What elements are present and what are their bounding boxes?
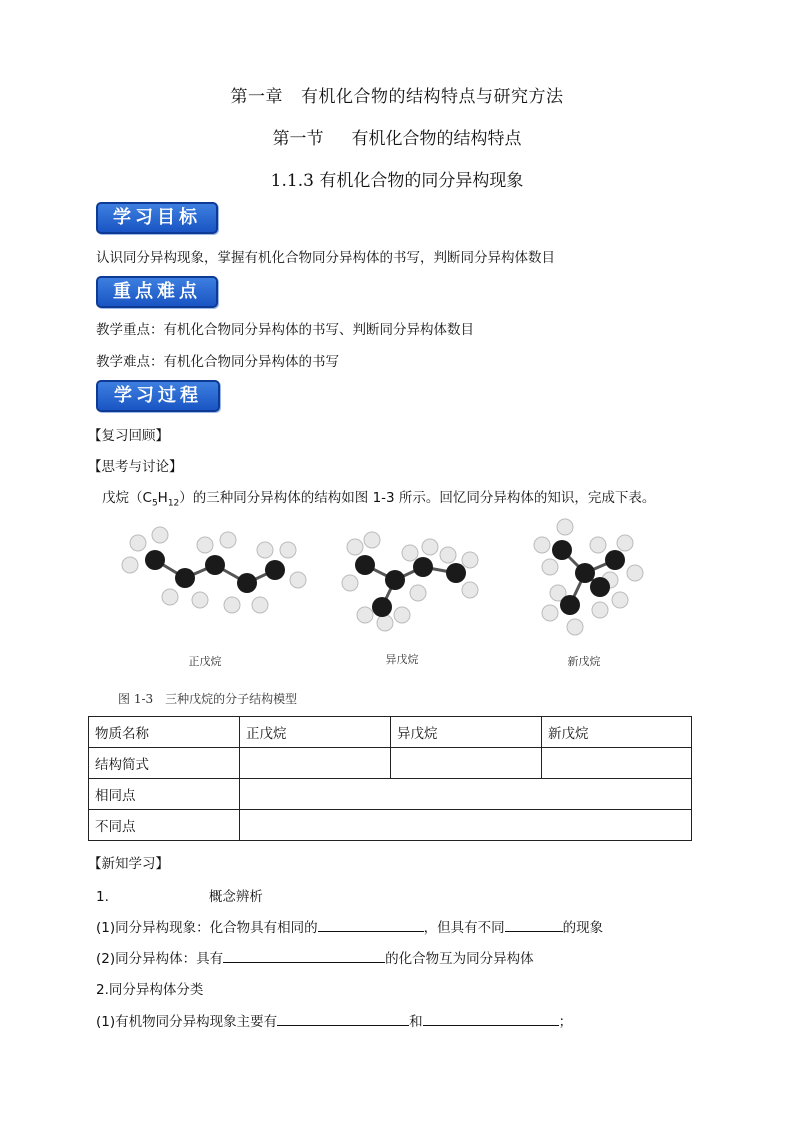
- blank-1[interactable]: [318, 918, 424, 932]
- row-label: 相同点: [89, 779, 240, 810]
- figure-caption: 图 1-3 三种戊烷的分子结构模型: [118, 692, 298, 706]
- chapter-text: 有机化合物的结构特点与研究方法: [301, 87, 564, 107]
- neopentane-model: [534, 519, 643, 668]
- objectives-text: 认识同分异构现象，掌握有机化合物同分异构体的书写，判断同分异构体数目: [96, 250, 555, 266]
- isopentane-model: [342, 532, 478, 666]
- table-header-cell: 异戊烷: [391, 717, 542, 748]
- objectives-badge: 学习目标: [96, 202, 218, 234]
- blank-4[interactable]: [277, 1012, 409, 1026]
- table-row: [89, 748, 692, 779]
- teaching-focus: 教学重点：有机化合物同分异构体的书写、判断同分异构体数目: [96, 322, 474, 338]
- table-header-cell: 物质名称: [89, 717, 240, 748]
- blank-5[interactable]: [423, 1012, 559, 1026]
- chapter-label: 第一章: [230, 87, 283, 107]
- discussion-heading: 【思考与讨论】: [88, 459, 183, 475]
- blank-2[interactable]: [505, 918, 563, 932]
- process-badge: 学习过程: [96, 380, 220, 412]
- answer-cell[interactable]: [240, 810, 692, 841]
- table-header-cell: 新戊烷: [542, 717, 692, 748]
- answer-cell[interactable]: [240, 748, 391, 779]
- teaching-difficulty: 教学难点：有机化合物同分异构体的书写: [96, 354, 339, 370]
- blank-3[interactable]: [223, 949, 385, 963]
- answer-cell[interactable]: [542, 748, 692, 779]
- lesson-title: 1.1.3 有机化合物的同分异构现象: [270, 171, 524, 191]
- model-label-n-pentane: 正戊烷: [188, 655, 222, 668]
- pentane-comparison-table: [88, 716, 692, 841]
- concept-line-2: (2)同分异构体：具有 的化合物互为同分异构体: [96, 951, 534, 967]
- answer-cell[interactable]: [391, 748, 542, 779]
- row-label: 不同点: [89, 810, 240, 841]
- section-label: 第一节: [272, 129, 324, 149]
- table-header-cell: 正戊烷: [240, 717, 391, 748]
- section-text: 有机化合物的结构特点: [351, 129, 522, 149]
- model-label-neopentane: 新戊烷: [567, 655, 601, 668]
- review-heading: 【复习回顾】: [88, 428, 169, 444]
- discussion-text: 戊烷$(C_5H_{12})$的三种同分异构体的结构如图 1-3 所示。回忆同分异构体的知识，完成下表。: [102, 490, 656, 509]
- concept-line-1: (1)同分异构现象：化合物具有相同的 ，但具有不同 的现象: [96, 920, 604, 936]
- row-label: 结构简式: [89, 748, 240, 779]
- model-label-isopentane: 异戊烷: [385, 653, 419, 666]
- new-learning-heading: 【新知学习】: [88, 856, 169, 872]
- table-header-row: [89, 717, 692, 748]
- concept-heading: 1. 概念辨析: [96, 889, 263, 905]
- pentane-models-figure: [110, 505, 710, 680]
- classification-heading: 2.同分异构体分类: [96, 982, 204, 998]
- n-pentane-model: [122, 527, 306, 668]
- classification-line-1: (1)有机物同分异构现象主要有 和 ；: [96, 1014, 573, 1030]
- answer-cell[interactable]: [240, 779, 692, 810]
- table-row: [89, 810, 692, 841]
- chapter-title: [0, 82, 794, 107]
- section-title: [0, 124, 794, 149]
- key-points-badge: 重点难点: [96, 276, 218, 308]
- table-row: [89, 779, 692, 810]
